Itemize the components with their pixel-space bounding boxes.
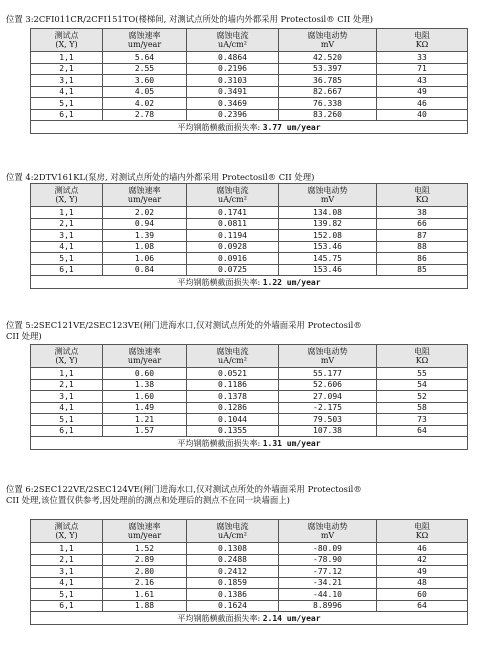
cell-corrosion-potential: 83.260 — [279, 109, 377, 121]
cell-corrosion-potential: -34.21 — [279, 577, 377, 589]
table-row — [31, 253, 468, 265]
table-row — [31, 391, 468, 403]
table-row — [31, 86, 468, 98]
header-corrosion-rate: 腐蚀速率 um/year — [103, 184, 187, 207]
cell-resistance: 48 — [377, 577, 468, 589]
table-row — [31, 414, 468, 426]
header-test-point: 测试点 (X, Y) — [31, 184, 103, 207]
header-corrosion-current: 腐蚀电流 uA/cm² — [187, 29, 279, 52]
cell-resistance: 49 — [377, 86, 468, 98]
header-corrosion-current: 腐蚀电流 uA/cm² — [187, 345, 279, 368]
cell-test-point: 4,1 — [31, 241, 103, 253]
cell-test-point: 5,1 — [31, 589, 103, 601]
header-test-point: 测试点 (X, Y) — [31, 520, 103, 543]
table-row — [31, 577, 468, 589]
header-corrosion-potential: 腐蚀电动势 mV — [279, 29, 377, 52]
cell-corrosion-rate: 1.57 — [103, 425, 187, 437]
cell-resistance: 46 — [377, 543, 468, 555]
table-row — [31, 241, 468, 253]
cell-corrosion-rate: 1.61 — [103, 589, 187, 601]
cell-test-point: 1,1 — [31, 368, 103, 380]
header-corrosion-rate: 腐蚀速率 um/year — [103, 29, 187, 52]
cell-test-point: 1,1 — [31, 543, 103, 555]
cell-resistance: 55 — [377, 368, 468, 380]
average-loss-rate: 平均钢筋横截面损失率: 1.22 um/year — [31, 276, 468, 289]
table-row — [31, 402, 468, 414]
header-corrosion-potential: 腐蚀电动势 mV — [279, 345, 377, 368]
cell-corrosion-current: 0.1378 — [187, 391, 279, 403]
cell-corrosion-rate: 2.55 — [103, 63, 187, 75]
cell-test-point: 6,1 — [31, 264, 103, 276]
cell-corrosion-potential: 76.338 — [279, 98, 377, 110]
cell-corrosion-rate: 2.78 — [103, 109, 187, 121]
table-row — [31, 379, 468, 391]
table-row — [31, 425, 468, 437]
cell-corrosion-current: 0.3469 — [187, 98, 279, 110]
cell-corrosion-rate: 1.21 — [103, 414, 187, 426]
cell-corrosion-current: 0.1186 — [187, 379, 279, 391]
average-loss-rate: 平均钢筋横截面损失率: 2.14 um/year — [31, 612, 468, 625]
cell-test-point: 2,1 — [31, 63, 103, 75]
cell-test-point: 6,1 — [31, 425, 103, 437]
section-2-table — [30, 183, 468, 289]
cell-test-point: 5,1 — [31, 98, 103, 110]
header-corrosion-current: 腐蚀电流 uA/cm² — [187, 184, 279, 207]
table-row — [31, 230, 468, 242]
cell-corrosion-current: 0.1741 — [187, 207, 279, 219]
cell-corrosion-current: 0.1386 — [187, 589, 279, 601]
cell-resistance: 60 — [377, 589, 468, 601]
cell-corrosion-potential: 55.177 — [279, 368, 377, 380]
cell-test-point: 4,1 — [31, 402, 103, 414]
cell-corrosion-rate: 2.80 — [103, 566, 187, 578]
cell-corrosion-potential: 79.503 — [279, 414, 377, 426]
table-row — [31, 98, 468, 110]
cell-corrosion-current: 0.2412 — [187, 566, 279, 578]
cell-corrosion-potential: 53.397 — [279, 63, 377, 75]
cell-corrosion-potential: -77.12 — [279, 566, 377, 578]
cell-corrosion-potential: -44.10 — [279, 589, 377, 601]
table-row — [31, 589, 468, 601]
table-row — [31, 566, 468, 578]
cell-resistance: 64 — [377, 600, 468, 612]
cell-corrosion-current: 0.0725 — [187, 264, 279, 276]
average-loss-rate: 平均钢筋横截面损失率: 1.31 um/year — [31, 437, 468, 450]
cell-corrosion-potential: 52.606 — [279, 379, 377, 391]
cell-corrosion-potential: -2.175 — [279, 402, 377, 414]
header-corrosion-current: 腐蚀电流 uA/cm² — [187, 520, 279, 543]
cell-test-point: 2,1 — [31, 218, 103, 230]
cell-resistance: 33 — [377, 52, 468, 64]
cell-corrosion-current: 0.0521 — [187, 368, 279, 380]
cell-corrosion-rate: 2.89 — [103, 554, 187, 566]
cell-test-point: 4,1 — [31, 577, 103, 589]
cell-test-point: 4,1 — [31, 86, 103, 98]
cell-resistance: 71 — [377, 63, 468, 75]
cell-corrosion-current: 0.2396 — [187, 109, 279, 121]
cell-corrosion-rate: 1.38 — [103, 379, 187, 391]
average-loss-rate: 平均钢筋横截面损失率: 3.77 um/year — [31, 121, 468, 134]
section-4-caption: 位置 6:2SEC122VE/2SEC124VE(闸门进海水口,仅对测试点所处的外墙面采用 Protectosil® CII 处理,该位置仅供参考,因处理前的测点和处理后的测点不在同一块墙面上) — [6, 484, 362, 505]
cell-corrosion-current: 0.1624 — [187, 600, 279, 612]
header-resistance: 电阻 KΩ — [377, 345, 468, 368]
cell-test-point: 3,1 — [31, 230, 103, 242]
table-row — [31, 554, 468, 566]
cell-corrosion-potential: 42.520 — [279, 52, 377, 64]
cell-resistance: 87 — [377, 230, 468, 242]
table-row — [31, 207, 468, 219]
section-3-caption: 位置 5:2SEC121VE/2SEC123VE(闸门进海水口,仅对测试点所处的外墙面采用 Protectosil® CII 处理) — [6, 320, 362, 341]
cell-corrosion-rate: 4.05 — [103, 86, 187, 98]
header-corrosion-potential: 腐蚀电动势 mV — [279, 520, 377, 543]
cell-resistance: 46 — [377, 98, 468, 110]
cell-corrosion-rate: 0.84 — [103, 264, 187, 276]
cell-corrosion-rate: 1.88 — [103, 600, 187, 612]
cell-test-point: 1,1 — [31, 207, 103, 219]
cell-test-point: 1,1 — [31, 52, 103, 64]
cell-test-point: 3,1 — [31, 566, 103, 578]
header-resistance: 电阻 KΩ — [377, 520, 468, 543]
header-resistance: 电阻 KΩ — [377, 184, 468, 207]
cell-resistance: 64 — [377, 425, 468, 437]
cell-corrosion-potential: -78.90 — [279, 554, 377, 566]
cell-corrosion-current: 0.1194 — [187, 230, 279, 242]
cell-corrosion-potential: 134.08 — [279, 207, 377, 219]
header-test-point: 测试点 (X, Y) — [31, 29, 103, 52]
cell-test-point: 3,1 — [31, 75, 103, 87]
cell-resistance: 49 — [377, 566, 468, 578]
table-row — [31, 52, 468, 64]
cell-corrosion-current: 0.2196 — [187, 63, 279, 75]
table-row — [31, 75, 468, 87]
table-row — [31, 218, 468, 230]
cell-test-point: 6,1 — [31, 109, 103, 121]
cell-corrosion-rate: 5.64 — [103, 52, 187, 64]
cell-corrosion-potential: 82.667 — [279, 86, 377, 98]
table-row — [31, 543, 468, 555]
cell-corrosion-rate: 1.52 — [103, 543, 187, 555]
header-corrosion-rate: 腐蚀速率 um/year — [103, 520, 187, 543]
cell-corrosion-rate: 2.16 — [103, 577, 187, 589]
table-row — [31, 368, 468, 380]
section-4-table — [30, 519, 468, 625]
cell-test-point: 6,1 — [31, 600, 103, 612]
cell-corrosion-rate: 0.94 — [103, 218, 187, 230]
cell-corrosion-current: 0.1286 — [187, 402, 279, 414]
cell-corrosion-potential: 145.75 — [279, 253, 377, 265]
cell-resistance: 88 — [377, 241, 468, 253]
table-row — [31, 63, 468, 75]
cell-corrosion-current: 0.0928 — [187, 241, 279, 253]
cell-resistance: 43 — [377, 75, 468, 87]
cell-test-point: 5,1 — [31, 414, 103, 426]
cell-corrosion-rate: 1.49 — [103, 402, 187, 414]
cell-corrosion-rate: 1.08 — [103, 241, 187, 253]
header-corrosion-potential: 腐蚀电动势 mV — [279, 184, 377, 207]
cell-corrosion-current: 0.2488 — [187, 554, 279, 566]
table-row — [31, 600, 468, 612]
cell-resistance: 58 — [377, 402, 468, 414]
cell-corrosion-current: 0.0811 — [187, 218, 279, 230]
section-1-caption: 位置 3:2CFI011CR/2CFI151TO(楼梯间, 对测试点所处的墙内外都采用 Protectosil® CII 处理) — [6, 14, 373, 24]
table-row — [31, 264, 468, 276]
cell-corrosion-potential: 139.82 — [279, 218, 377, 230]
cell-test-point: 2,1 — [31, 379, 103, 391]
cell-corrosion-rate: 1.06 — [103, 253, 187, 265]
cell-corrosion-potential: 27.094 — [279, 391, 377, 403]
cell-corrosion-current: 0.1859 — [187, 577, 279, 589]
cell-corrosion-rate: 0.60 — [103, 368, 187, 380]
cell-corrosion-rate: 4.02 — [103, 98, 187, 110]
cell-corrosion-current: 0.3491 — [187, 86, 279, 98]
cell-corrosion-potential: 36.785 — [279, 75, 377, 87]
section-3-table — [30, 344, 468, 450]
cell-corrosion-potential: 8.8996 — [279, 600, 377, 612]
cell-corrosion-potential: 152.08 — [279, 230, 377, 242]
cell-corrosion-current: 0.0916 — [187, 253, 279, 265]
cell-corrosion-current: 0.3103 — [187, 75, 279, 87]
cell-corrosion-current: 0.1044 — [187, 414, 279, 426]
cell-corrosion-rate: 2.02 — [103, 207, 187, 219]
cell-test-point: 3,1 — [31, 391, 103, 403]
header-corrosion-rate: 腐蚀速率 um/year — [103, 345, 187, 368]
cell-resistance: 52 — [377, 391, 468, 403]
cell-corrosion-rate: 3.60 — [103, 75, 187, 87]
header-test-point: 测试点 (X, Y) — [31, 345, 103, 368]
cell-corrosion-current: 0.4864 — [187, 52, 279, 64]
header-resistance: 电阻 KΩ — [377, 29, 468, 52]
cell-corrosion-potential: 153.46 — [279, 241, 377, 253]
cell-resistance: 73 — [377, 414, 468, 426]
cell-corrosion-potential: 107.38 — [279, 425, 377, 437]
cell-resistance: 54 — [377, 379, 468, 391]
cell-resistance: 66 — [377, 218, 468, 230]
cell-corrosion-potential: -80.09 — [279, 543, 377, 555]
cell-corrosion-potential: 153.46 — [279, 264, 377, 276]
cell-corrosion-rate: 1.60 — [103, 391, 187, 403]
cell-test-point: 5,1 — [31, 253, 103, 265]
cell-resistance: 42 — [377, 554, 468, 566]
cell-resistance: 38 — [377, 207, 468, 219]
cell-corrosion-rate: 1.39 — [103, 230, 187, 242]
table-row — [31, 109, 468, 121]
cell-corrosion-current: 0.1308 — [187, 543, 279, 555]
section-1-table — [30, 28, 468, 134]
section-2-caption: 位置 4:2DTV161KL(泵房, 对测试点所处的墙内外都采用 Protectosil® CII 处理) — [6, 172, 315, 182]
cell-resistance: 86 — [377, 253, 468, 265]
cell-resistance: 40 — [377, 109, 468, 121]
cell-corrosion-current: 0.1355 — [187, 425, 279, 437]
cell-resistance: 85 — [377, 264, 468, 276]
cell-test-point: 2,1 — [31, 554, 103, 566]
